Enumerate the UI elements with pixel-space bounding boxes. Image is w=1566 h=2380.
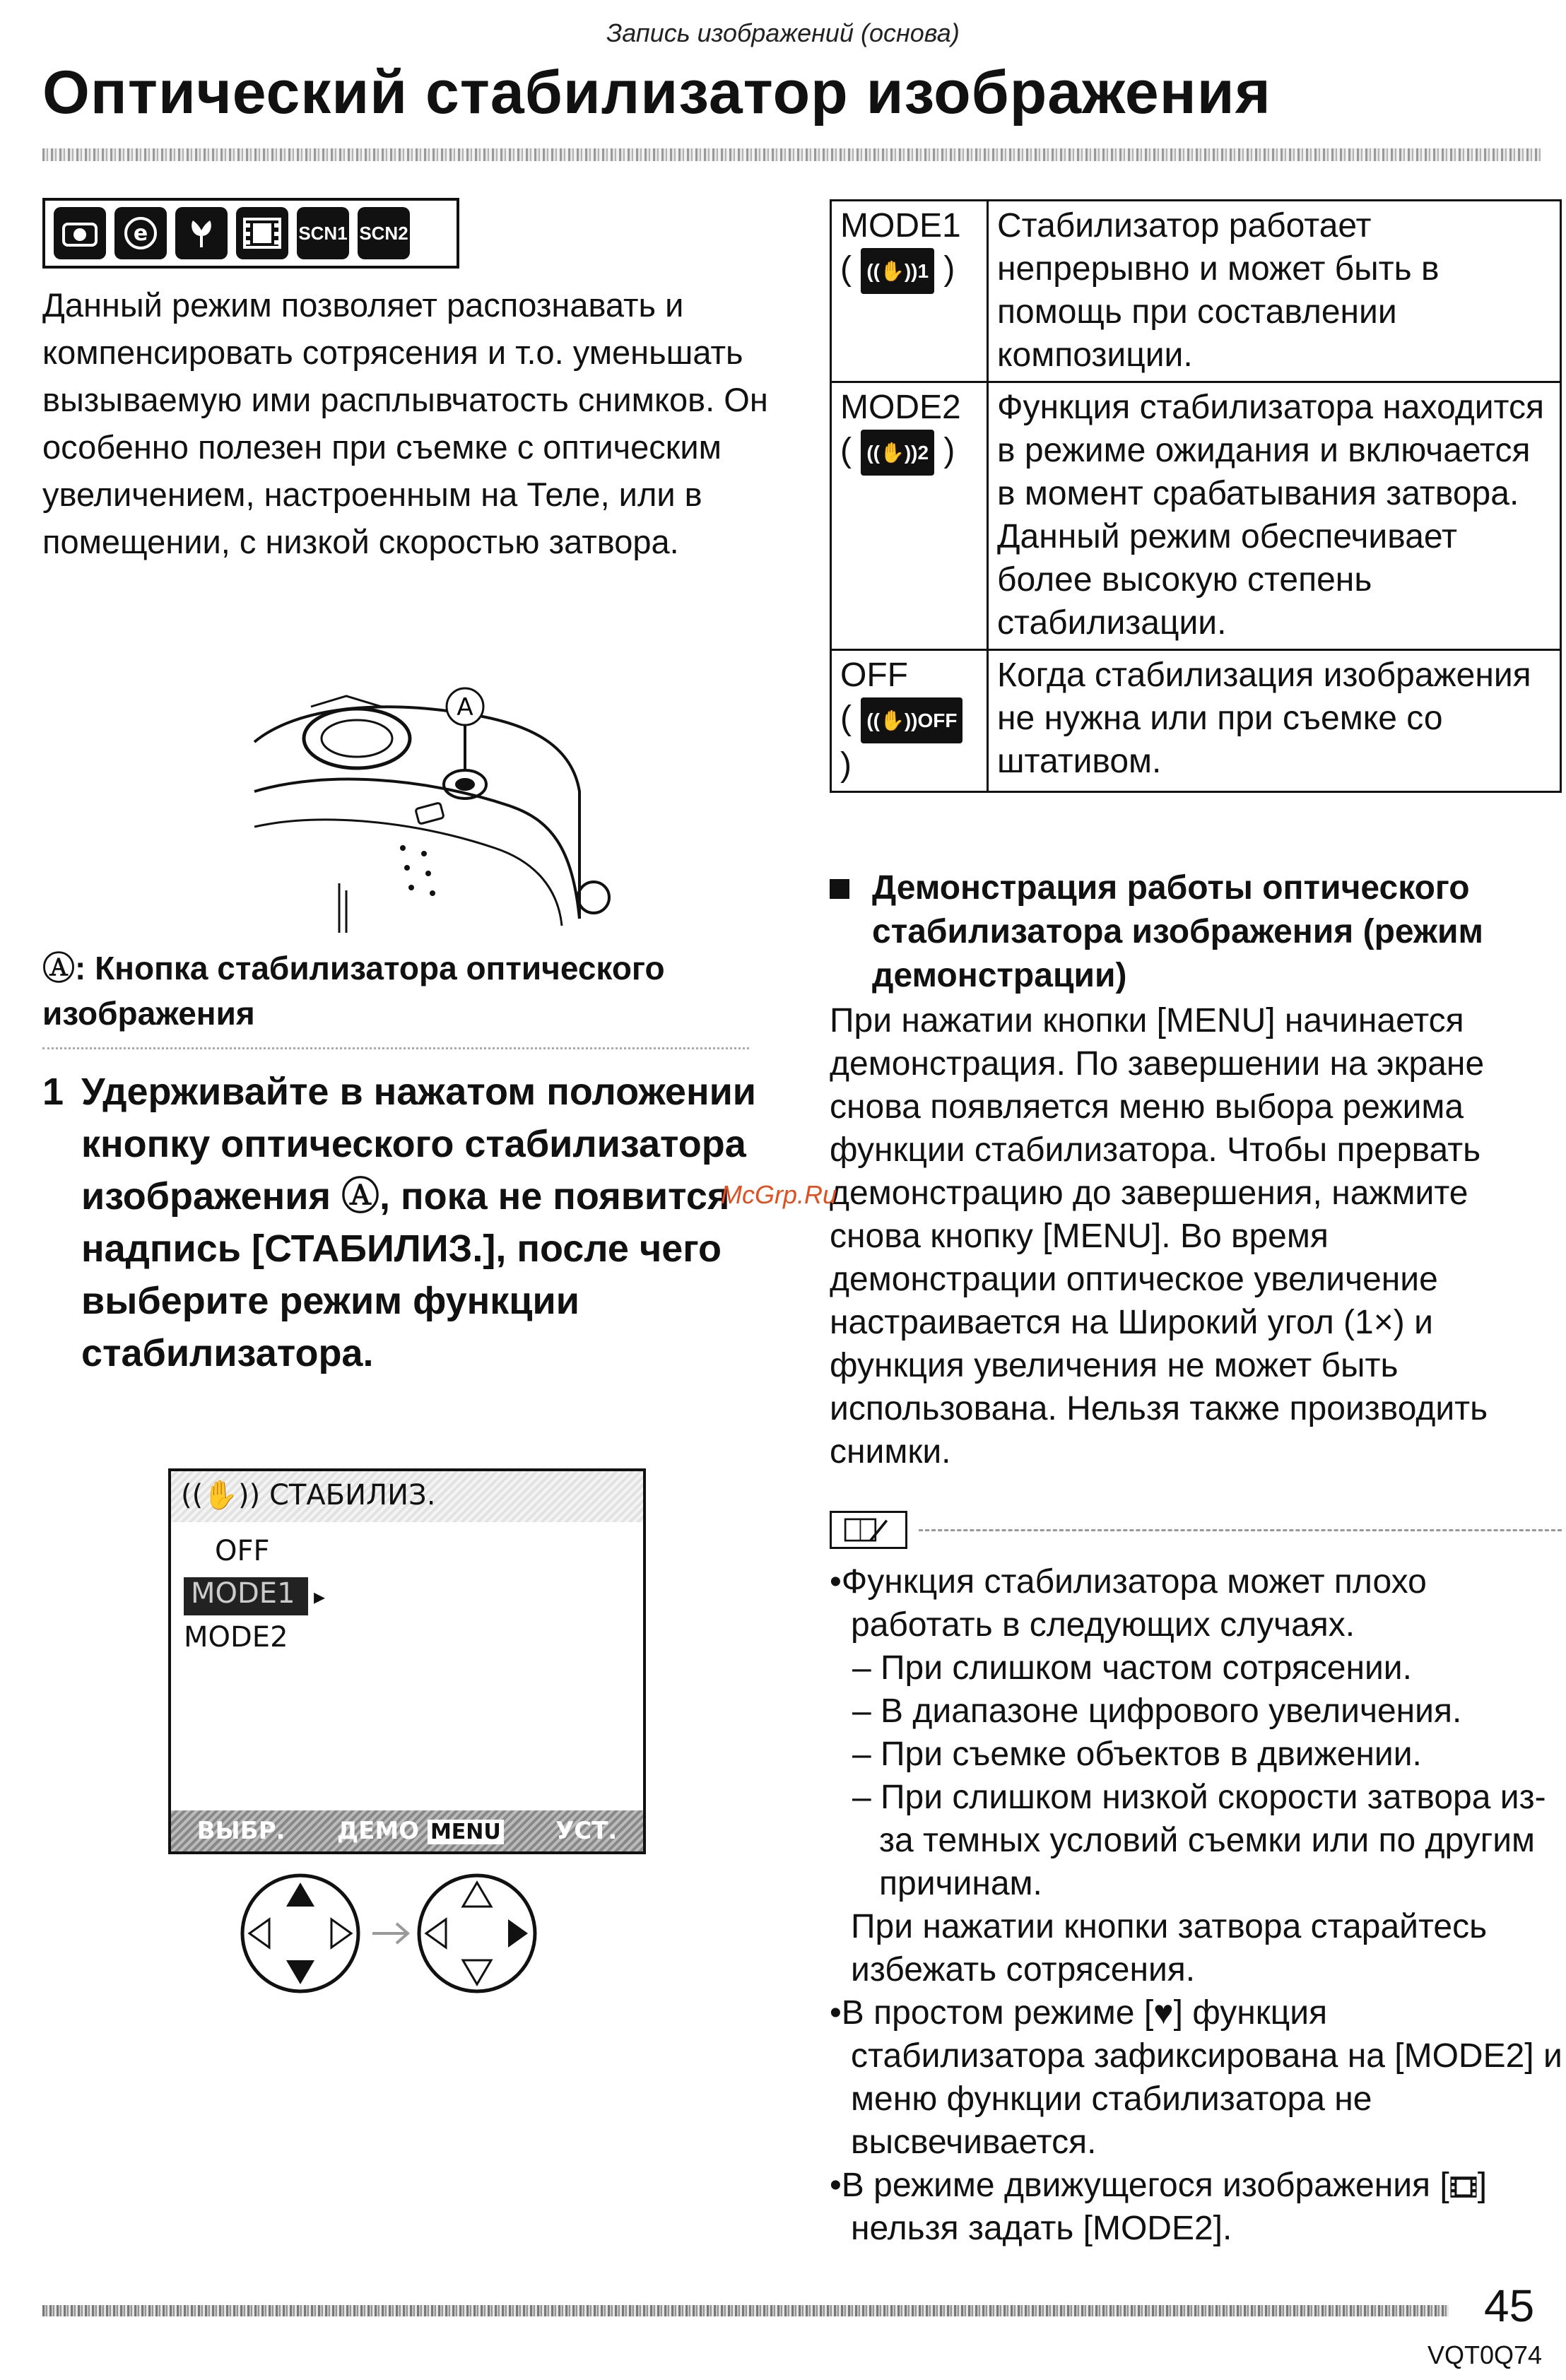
demo-heading-text: Демонстрация работы оптического стабилизатора изображения (режим демонстрации) bbox=[872, 869, 1484, 994]
mode-name: MODE1 bbox=[840, 207, 961, 245]
scene2-mode-icon: SCN2 bbox=[358, 207, 410, 259]
note-item bbox=[830, 1991, 1565, 2164]
table-row bbox=[831, 201, 1561, 382]
watermark: McGrp.Ru bbox=[721, 1180, 837, 1209]
callout-text: Кнопка стабилизатора оптического изображения bbox=[42, 950, 665, 1032]
mode-icons-strip bbox=[42, 198, 459, 269]
note-text: •В режиме движущегося изображения [ bbox=[830, 2167, 1449, 2204]
lcd-item-off[interactable]: OFF bbox=[215, 1535, 270, 1567]
note-text: ] нельзя задать [MODE2]. bbox=[851, 2167, 1488, 2247]
note-subitem: – При слишком низкой скорости затвора из-за темных условий съемки или по другим причинам. bbox=[852, 1779, 1546, 1902]
note-icon bbox=[830, 1511, 907, 1549]
section-label: Запись изображений (основа) bbox=[606, 18, 960, 47]
note-text: •В простом режиме [ bbox=[830, 1994, 1154, 2032]
macro-mode-icon bbox=[175, 207, 228, 259]
note-subitem: – При съемке объектов в движении. bbox=[852, 1736, 1422, 1773]
mode-description: Стабилизатор работает непрерывно и может быть в помощь при составлении композиции. bbox=[988, 201, 1561, 382]
lcd-footer-menu-key: MENU bbox=[428, 1820, 504, 1844]
callout-marker: Ⓐ: bbox=[42, 950, 86, 986]
notes-list bbox=[830, 1560, 1565, 2250]
square-bullet-icon bbox=[830, 879, 849, 899]
step-text: Удерживайте в нажатом положении кнопку оптического стабилизатора изображения Ⓐ, пока не появится надпись [СТАБИЛИЗ.], после чего выберите режим функции стабилизатора. bbox=[81, 1071, 756, 1374]
heart-icon: ♥ bbox=[1153, 1994, 1174, 2032]
lcd-item-mode1-label: MODE1 bbox=[191, 1577, 295, 1610]
note-divider bbox=[919, 1529, 1562, 1531]
note-subitem: – При слишком частом сотрясении. bbox=[852, 1649, 1412, 1687]
page-title: Оптический стабилизатор изображения bbox=[42, 59, 1271, 126]
table-row bbox=[831, 650, 1561, 792]
note-item: •Функция стабилизатора может плохо работать в следующих случаях. bbox=[830, 1563, 1427, 1644]
stabilizer-off-icon: ((✋))OFF bbox=[861, 697, 962, 743]
note-subitem: – В диапазоне цифрового увеличения. bbox=[852, 1692, 1462, 1730]
mode-cell: MODE1 ( ((✋))1 ) bbox=[831, 201, 988, 382]
demo-heading bbox=[830, 866, 1565, 998]
page-number: 45 bbox=[1484, 2280, 1535, 2331]
note-item bbox=[830, 2164, 1565, 2250]
step-1 bbox=[42, 1066, 784, 1379]
mode-description: Когда стабилизация изображения не нужна или при съемке со штативом. bbox=[988, 650, 1561, 792]
cursor-pad-right-icon bbox=[419, 1875, 535, 1991]
economy-mode-icon bbox=[114, 207, 167, 259]
lcd-title bbox=[181, 1478, 435, 1512]
footer-divider bbox=[42, 2305, 1449, 2316]
figure-marker-a: A bbox=[457, 693, 473, 721]
step-number: 1 bbox=[42, 1071, 64, 1113]
demo-body: При нажатии кнопки [MENU] начинается демонстрация. По завершении на экране снова появляется меню выбора режима функции стабилизатора. Чтобы прервать демонстрацию до завершения, нажмите снова кнопку [MENU]. Во время демонстрации оптическое увеличение настраивается на Широкий угол (1×) и функция увеличения не может быть использована. Нельзя также производить снимки. bbox=[830, 1002, 1488, 1471]
svg-text:e: e bbox=[133, 221, 148, 246]
movie-mode-icon bbox=[236, 207, 288, 259]
scene1-mode-icon: SCN1 bbox=[297, 207, 349, 259]
mode-description: Функция стабилизатора находится в режиме ожидания и включается в момент срабатывания затвора. Данный режим обеспечивает более высокую степень стабилизации. bbox=[988, 382, 1561, 650]
stabilizer-icon: ((✋)) bbox=[181, 1479, 261, 1512]
chevron-right-icon: ▸ bbox=[314, 1584, 326, 1609]
mode-cell: OFF ( ((✋))OFF ) bbox=[831, 650, 988, 792]
note-text: ] функция стабилизатора зафиксирована на [MODE2] и меню функции стабилизатора не высвечивается. bbox=[851, 1994, 1562, 2161]
lcd-footer-select: ВЫБР. bbox=[196, 1817, 285, 1845]
arrow-right-icon bbox=[372, 1924, 408, 1943]
lcd-screen bbox=[168, 1468, 646, 1854]
stabilizer-mode2-icon: ((✋))2 bbox=[861, 430, 934, 476]
dotted-divider bbox=[42, 1047, 749, 1049]
mode-name: MODE2 bbox=[840, 389, 961, 426]
intro-paragraph: Данный режим позволяет распознавать и компенсировать сотрясения и т.о. уменьшать вызываемую ими расплывчатость снимков. Он особенно полезен при съемке с оптическим увеличением, настроенным на Теле, или в помещении, с низкой скоростью затвора. bbox=[42, 286, 768, 560]
stabilizer-mode-table bbox=[830, 199, 1562, 793]
lcd-footer-demo bbox=[337, 1817, 504, 1845]
lcd-footer bbox=[171, 1810, 643, 1851]
camera-mode-icon bbox=[54, 207, 106, 259]
cursor-pad-up-down-icon bbox=[242, 1875, 358, 1991]
camera-top-illustration bbox=[240, 685, 636, 940]
lcd-item-mode1-selected[interactable] bbox=[184, 1577, 308, 1615]
lcd-item-mode2[interactable]: MODE2 bbox=[184, 1621, 288, 1654]
lcd-title-text: СТАБИЛИЗ. bbox=[269, 1479, 436, 1512]
lcd-footer-set: УСТ. bbox=[555, 1817, 618, 1845]
document-code: VQT0Q74 bbox=[1427, 2340, 1543, 2369]
table-row bbox=[831, 382, 1561, 650]
mode-name: OFF bbox=[840, 656, 908, 694]
movie-mode-icon bbox=[1449, 2175, 1478, 2199]
title-divider bbox=[42, 148, 1541, 161]
mode-cell: MODE2 ( ((✋))2 ) bbox=[831, 382, 988, 650]
lcd-footer-demo-label: ДЕМО bbox=[336, 1817, 420, 1845]
button-callout bbox=[42, 945, 749, 1036]
cursor-pad-diagram bbox=[237, 1863, 576, 2004]
note-paragraph: При нажатии кнопки затвора старайтесь избежать сотрясения. bbox=[851, 1908, 1488, 1989]
stabilizer-mode1-icon: ((✋))1 bbox=[861, 248, 934, 294]
